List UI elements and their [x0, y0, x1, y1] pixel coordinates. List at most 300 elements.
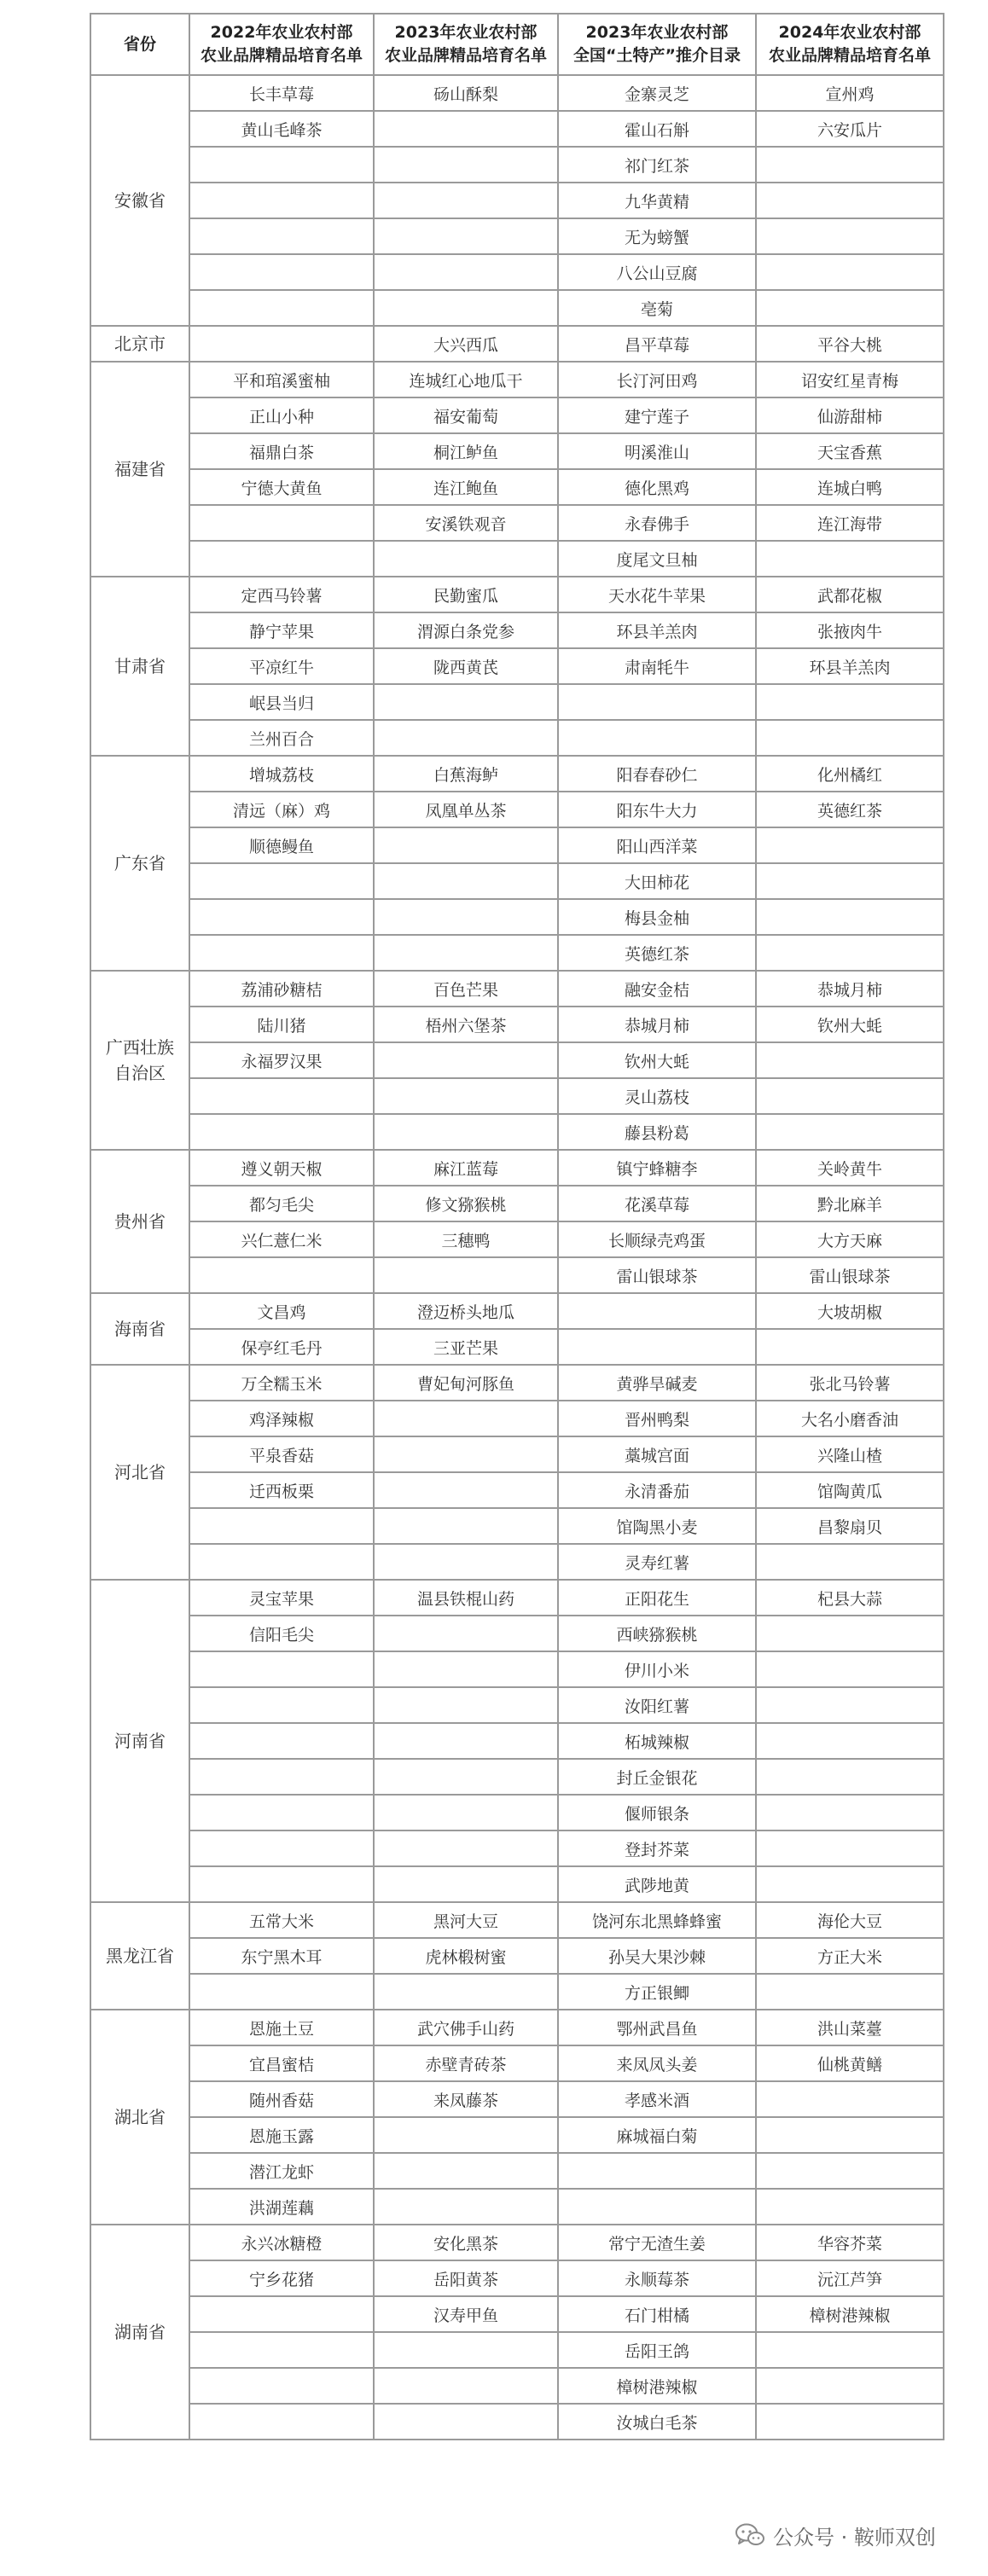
product-cell: 定西马铃薯 [189, 577, 374, 612]
product-cell: 洪山菜薹 [756, 2010, 944, 2045]
product-cell [756, 2189, 944, 2225]
product-cell: 钦州大蚝 [756, 1007, 944, 1042]
product-cell: 西峡猕猴桃 [558, 1616, 756, 1651]
product-cell [374, 1723, 558, 1759]
province-cell: 湖北省 [90, 2010, 189, 2225]
product-cell: 常宁无渣生姜 [558, 2225, 756, 2260]
product-cell [374, 2189, 558, 2225]
table-row [90, 1186, 944, 1221]
product-cell: 渭源白条党参 [374, 612, 558, 648]
product-cell: 无为螃蟹 [558, 218, 756, 254]
product-cell [374, 899, 558, 935]
product-cell [189, 1651, 374, 1687]
product-cell: 安化黑茶 [374, 2225, 558, 2260]
product-cell [756, 1759, 944, 1795]
product-cell: 八公山豆腐 [558, 254, 756, 290]
product-cell: 福安葡萄 [374, 397, 558, 433]
product-cell: 都匀毛尖 [189, 1186, 374, 1221]
product-cell [374, 1759, 558, 1795]
table-row [90, 254, 944, 290]
product-cell [756, 541, 944, 577]
product-cell: 永兴冰糖橙 [189, 2225, 374, 2260]
product-cell: 金寨灵芝 [558, 75, 756, 111]
province-cell: 河北省 [90, 1365, 189, 1580]
province-cell: 广西壮族 自治区 [90, 971, 189, 1150]
product-cell [374, 1508, 558, 1544]
product-cell [756, 1830, 944, 1866]
product-cell: 明溪淮山 [558, 433, 756, 469]
product-cell: 长顺绿壳鸡蛋 [558, 1221, 756, 1257]
product-cell: 大兴西瓜 [374, 326, 558, 362]
product-cell: 来凤凤头姜 [558, 2045, 756, 2081]
header-2023-specialty-catalog: 2023年农业农村部 全国“土特产”推介目录 [558, 14, 756, 75]
product-cell [374, 1472, 558, 1508]
table-row [90, 2153, 944, 2189]
product-cell: 宣州鸡 [756, 75, 944, 111]
table-row [90, 720, 944, 756]
product-cell: 大田柿花 [558, 863, 756, 899]
product-cell: 信阳毛尖 [189, 1616, 374, 1651]
table-row [90, 827, 944, 863]
product-cell [374, 1866, 558, 1902]
table-row [90, 1329, 944, 1365]
product-cell [189, 2332, 374, 2368]
product-cell [374, 2404, 558, 2440]
product-cell: 麻城福白菊 [558, 2117, 756, 2153]
table-row [90, 1830, 944, 1866]
product-cell: 砀山酥梨 [374, 75, 558, 111]
product-cell [189, 1795, 374, 1830]
product-cell [756, 147, 944, 183]
product-cell [756, 254, 944, 290]
product-cell: 六安瓜片 [756, 111, 944, 147]
product-cell: 九华黄精 [558, 183, 756, 218]
product-cell: 宁乡花猪 [189, 2260, 374, 2296]
product-cell: 樟树港辣椒 [558, 2368, 756, 2404]
product-cell [374, 254, 558, 290]
province-cell: 河南省 [90, 1580, 189, 1902]
product-cell: 连城红心地瓜干 [374, 362, 558, 397]
table-row [90, 1759, 944, 1795]
product-cell: 祁门红茶 [558, 147, 756, 183]
product-cell [189, 1759, 374, 1795]
product-cell: 平和琯溪蜜柚 [189, 362, 374, 397]
table-row [90, 648, 944, 684]
product-cell: 白蕉海鲈 [374, 756, 558, 792]
product-cell [374, 1616, 558, 1651]
product-cell [756, 2332, 944, 2368]
product-cell: 虎林椴树蜜 [374, 1938, 558, 1974]
product-cell [189, 218, 374, 254]
product-cell [756, 684, 944, 720]
product-cell [756, 2081, 944, 2117]
table-row [90, 792, 944, 827]
product-cell [189, 2404, 374, 2440]
product-cell: 亳菊 [558, 290, 756, 326]
product-cell: 雷山银球茶 [558, 1257, 756, 1293]
product-cell [756, 1795, 944, 1830]
table-row [90, 505, 944, 541]
header-row [90, 14, 944, 75]
product-cell [189, 863, 374, 899]
product-cell [374, 1544, 558, 1580]
product-cell: 福鼎白茶 [189, 433, 374, 469]
product-cell [756, 218, 944, 254]
product-cell: 澄迈桥头地瓜 [374, 1293, 558, 1329]
product-cell: 武穴佛手山药 [374, 2010, 558, 2045]
product-cell: 伊川小米 [558, 1651, 756, 1687]
product-cell: 黄骅旱碱麦 [558, 1365, 756, 1401]
product-cell [558, 684, 756, 720]
table-body [90, 75, 944, 2440]
product-cell [189, 505, 374, 541]
product-cell: 麻江蓝莓 [374, 1150, 558, 1186]
product-cell: 宜昌蜜桔 [189, 2045, 374, 2081]
table-row [90, 971, 944, 1007]
product-cell: 鸡泽辣椒 [189, 1401, 374, 1436]
table-row [90, 577, 944, 612]
product-cell: 保亭红毛丹 [189, 1329, 374, 1365]
table-row [90, 147, 944, 183]
table-row [90, 469, 944, 505]
product-cell: 桐江鲈鱼 [374, 433, 558, 469]
product-cell: 修文猕猴桃 [374, 1186, 558, 1221]
product-cell: 洪湖莲藕 [189, 2189, 374, 2225]
watermark [735, 2518, 936, 2552]
product-cell [558, 1329, 756, 1365]
product-cell: 梧州六堡茶 [374, 1007, 558, 1042]
product-cell [756, 1544, 944, 1580]
product-cell [374, 1257, 558, 1293]
product-cell [756, 2153, 944, 2189]
product-cell: 荔浦砂糖桔 [189, 971, 374, 1007]
product-cell: 黑河大豆 [374, 1902, 558, 1938]
product-cell [558, 2189, 756, 2225]
product-cell: 随州香菇 [189, 2081, 374, 2117]
product-cell: 潜江龙虾 [189, 2153, 374, 2189]
table-row [90, 1795, 944, 1830]
brand-list-table [90, 13, 944, 2440]
product-cell [374, 2153, 558, 2189]
table-row [90, 2225, 944, 2260]
table-row [90, 863, 944, 899]
watermark-text: 公众号 · 鞍师双创 [773, 2525, 936, 2550]
product-cell [374, 1795, 558, 1830]
product-cell: 连江鲍鱼 [374, 469, 558, 505]
product-cell [756, 1687, 944, 1723]
product-cell [374, 1078, 558, 1114]
table-row [90, 1580, 944, 1616]
product-cell: 孝感米酒 [558, 2081, 756, 2117]
product-cell: 沅江芦笋 [756, 2260, 944, 2296]
table-header [90, 14, 944, 75]
product-cell [756, 1723, 944, 1759]
product-cell: 陆川猪 [189, 1007, 374, 1042]
product-cell: 兴仁薏仁米 [189, 1221, 374, 1257]
product-cell: 藤县粉葛 [558, 1114, 756, 1150]
product-cell: 环县羊羔肉 [558, 612, 756, 648]
product-cell: 鄂州武昌鱼 [558, 2010, 756, 2045]
product-cell: 平谷大桃 [756, 326, 944, 362]
product-cell: 雷山银球茶 [756, 1257, 944, 1293]
product-cell: 静宁苹果 [189, 612, 374, 648]
table-row [90, 1687, 944, 1723]
product-cell: 藁城宫面 [558, 1436, 756, 1472]
product-cell: 馆陶黄瓜 [756, 1472, 944, 1508]
table-row [90, 1938, 944, 1974]
product-cell: 武都花椒 [756, 577, 944, 612]
table-row [90, 1221, 944, 1257]
table-row [90, 2368, 944, 2404]
product-cell: 馆陶黑小麦 [558, 1508, 756, 1544]
product-cell [756, 1329, 944, 1365]
table-row [90, 1651, 944, 1687]
product-cell: 来凤藤茶 [374, 2081, 558, 2117]
table-row [90, 2404, 944, 2440]
product-cell [374, 863, 558, 899]
product-cell: 温县铁棍山药 [374, 1580, 558, 1616]
product-cell [374, 935, 558, 971]
product-cell: 天水花牛苹果 [558, 577, 756, 612]
table-row [90, 935, 944, 971]
product-cell: 樟树港辣椒 [756, 2296, 944, 2332]
product-cell: 诏安红星青梅 [756, 362, 944, 397]
product-cell: 阳春春砂仁 [558, 756, 756, 792]
product-cell [756, 863, 944, 899]
product-cell [374, 183, 558, 218]
product-cell: 万全糯玉米 [189, 1365, 374, 1401]
product-cell: 恩施土豆 [189, 2010, 374, 2045]
product-cell: 昌平草莓 [558, 326, 756, 362]
table-row [90, 1472, 944, 1508]
product-cell [756, 2117, 944, 2153]
product-cell: 封丘金银花 [558, 1759, 756, 1795]
product-cell [756, 1078, 944, 1114]
product-cell: 大坡胡椒 [756, 1293, 944, 1329]
product-cell: 度尾文旦柚 [558, 541, 756, 577]
product-cell: 海伦大豆 [756, 1902, 944, 1938]
province-cell: 福建省 [90, 362, 189, 577]
product-cell [189, 1544, 374, 1580]
product-cell: 昌黎扇贝 [756, 1508, 944, 1544]
product-cell [558, 2153, 756, 2189]
table-row [90, 433, 944, 469]
product-cell: 肃南牦牛 [558, 648, 756, 684]
header-2022-brand-list: 2022年农业农村部 农业品牌精品培育名单 [189, 14, 374, 75]
product-cell [374, 1651, 558, 1687]
province-cell: 湖南省 [90, 2225, 189, 2440]
table-row [90, 326, 944, 362]
product-cell: 三亚芒果 [374, 1329, 558, 1365]
province-cell: 贵州省 [90, 1150, 189, 1293]
province-cell: 安徽省 [90, 75, 189, 326]
product-cell: 霍山石斛 [558, 111, 756, 147]
product-cell [756, 1042, 944, 1078]
product-cell [756, 1974, 944, 2010]
product-cell: 大名小磨香油 [756, 1401, 944, 1436]
product-cell [374, 2332, 558, 2368]
product-cell: 融安金桔 [558, 971, 756, 1007]
product-cell: 关岭黄牛 [756, 1150, 944, 1186]
product-cell: 安溪铁观音 [374, 505, 558, 541]
table-row [90, 1078, 944, 1114]
product-cell: 东宁黑木耳 [189, 1938, 374, 1974]
product-cell: 兴隆山楂 [756, 1436, 944, 1472]
product-cell: 方正银鲫 [558, 1974, 756, 2010]
product-cell [374, 147, 558, 183]
table-row [90, 1293, 944, 1329]
product-cell [374, 2117, 558, 2153]
table-row [90, 541, 944, 577]
product-cell: 华容芥菜 [756, 2225, 944, 2260]
product-cell: 恭城月柿 [558, 1007, 756, 1042]
table-row [90, 1436, 944, 1472]
product-cell [756, 827, 944, 863]
product-cell: 汝城白毛茶 [558, 2404, 756, 2440]
header-2024-brand-list: 2024年农业农村部 农业品牌精品培育名单 [756, 14, 944, 75]
product-cell: 仙游甜柿 [756, 397, 944, 433]
table-row [90, 612, 944, 648]
table-row [90, 756, 944, 792]
table-row [90, 1042, 944, 1078]
product-cell: 大方天麻 [756, 1221, 944, 1257]
product-cell: 永福罗汉果 [189, 1042, 374, 1078]
product-cell: 孙吴大果沙棘 [558, 1938, 756, 1974]
province-cell: 广东省 [90, 756, 189, 971]
table-row [90, 362, 944, 397]
product-cell: 偃师银条 [558, 1795, 756, 1830]
product-cell: 天宝香蕉 [756, 433, 944, 469]
product-cell: 建宁莲子 [558, 397, 756, 433]
product-cell: 民勤蜜瓜 [374, 577, 558, 612]
product-cell: 化州橘红 [756, 756, 944, 792]
product-cell: 张掖肉牛 [756, 612, 944, 648]
product-cell [374, 1042, 558, 1078]
product-cell [558, 720, 756, 756]
product-cell: 永春佛手 [558, 505, 756, 541]
product-cell [189, 1687, 374, 1723]
table-row [90, 1723, 944, 1759]
product-cell: 遵义朝天椒 [189, 1150, 374, 1186]
product-cell: 汉寿甲鱼 [374, 2296, 558, 2332]
table-row [90, 1007, 944, 1042]
wechat-icon [735, 2523, 764, 2547]
table-row [90, 1974, 944, 2010]
table-row [90, 2045, 944, 2081]
product-cell: 黔北麻羊 [756, 1186, 944, 1221]
product-cell [756, 1866, 944, 1902]
table-row [90, 2332, 944, 2368]
product-cell: 石门柑橘 [558, 2296, 756, 2332]
product-cell [374, 218, 558, 254]
province-cell: 北京市 [90, 326, 189, 362]
table-row [90, 1401, 944, 1436]
product-cell [189, 1508, 374, 1544]
product-cell [756, 1651, 944, 1687]
product-cell: 岳阳黄茶 [374, 2260, 558, 2296]
table-row [90, 183, 944, 218]
product-cell: 仙桃黄鳝 [756, 2045, 944, 2081]
table-row [90, 218, 944, 254]
product-cell: 环县羊羔肉 [756, 648, 944, 684]
table-row [90, 1508, 944, 1544]
product-cell: 平泉香菇 [189, 1436, 374, 1472]
product-cell: 英德红茶 [558, 935, 756, 971]
product-cell: 饶河东北黑蜂蜂蜜 [558, 1902, 756, 1938]
table-row [90, 290, 944, 326]
product-cell [756, 935, 944, 971]
product-cell [374, 290, 558, 326]
product-cell: 五常大米 [189, 1902, 374, 1938]
product-cell [374, 1687, 558, 1723]
product-cell [189, 1257, 374, 1293]
product-cell: 登封芥菜 [558, 1830, 756, 1866]
product-cell [189, 935, 374, 971]
product-cell [189, 2296, 374, 2332]
table-row [90, 1902, 944, 1938]
product-cell: 花溪草莓 [558, 1186, 756, 1221]
product-cell [374, 1436, 558, 1472]
product-cell: 长汀河田鸡 [558, 362, 756, 397]
product-cell: 永清番茄 [558, 1472, 756, 1508]
table-row [90, 1150, 944, 1186]
product-cell: 永顺莓茶 [558, 2260, 756, 2296]
product-cell [189, 290, 374, 326]
product-cell: 镇宁蜂糖李 [558, 1150, 756, 1186]
product-cell: 兰州百合 [189, 720, 374, 756]
product-cell [374, 827, 558, 863]
product-cell: 恩施玉露 [189, 2117, 374, 2153]
product-cell [189, 147, 374, 183]
product-cell [189, 1830, 374, 1866]
product-cell: 杞县大蒜 [756, 1580, 944, 1616]
product-cell: 汝阳红薯 [558, 1687, 756, 1723]
product-cell: 张北马铃薯 [756, 1365, 944, 1401]
product-cell: 灵宝苹果 [189, 1580, 374, 1616]
product-cell [756, 2404, 944, 2440]
table-row [90, 2010, 944, 2045]
product-cell: 恭城月柿 [756, 971, 944, 1007]
table-row [90, 2296, 944, 2332]
product-cell: 阳东牛大力 [558, 792, 756, 827]
product-cell [756, 1114, 944, 1150]
product-cell: 岳阳王鸽 [558, 2332, 756, 2368]
product-cell [374, 2368, 558, 2404]
product-cell: 顺德鳗鱼 [189, 827, 374, 863]
product-cell: 清远（麻）鸡 [189, 792, 374, 827]
product-cell: 长丰草莓 [189, 75, 374, 111]
product-cell [189, 1114, 374, 1150]
province-cell: 黑龙江省 [90, 1902, 189, 2010]
product-cell: 迁西板栗 [189, 1472, 374, 1508]
product-cell [189, 1723, 374, 1759]
product-cell: 灵山荔枝 [558, 1078, 756, 1114]
product-cell: 阳山西洋菜 [558, 827, 756, 863]
table-row [90, 1114, 944, 1150]
table-row [90, 1866, 944, 1902]
product-cell [189, 326, 374, 362]
product-cell [189, 541, 374, 577]
table-row [90, 1616, 944, 1651]
product-cell [374, 541, 558, 577]
product-cell [374, 1830, 558, 1866]
table-row [90, 899, 944, 935]
product-cell [189, 183, 374, 218]
product-cell: 曹妃甸河豚鱼 [374, 1365, 558, 1401]
table-row [90, 75, 944, 111]
product-cell: 增城荔枝 [189, 756, 374, 792]
table-row [90, 684, 944, 720]
